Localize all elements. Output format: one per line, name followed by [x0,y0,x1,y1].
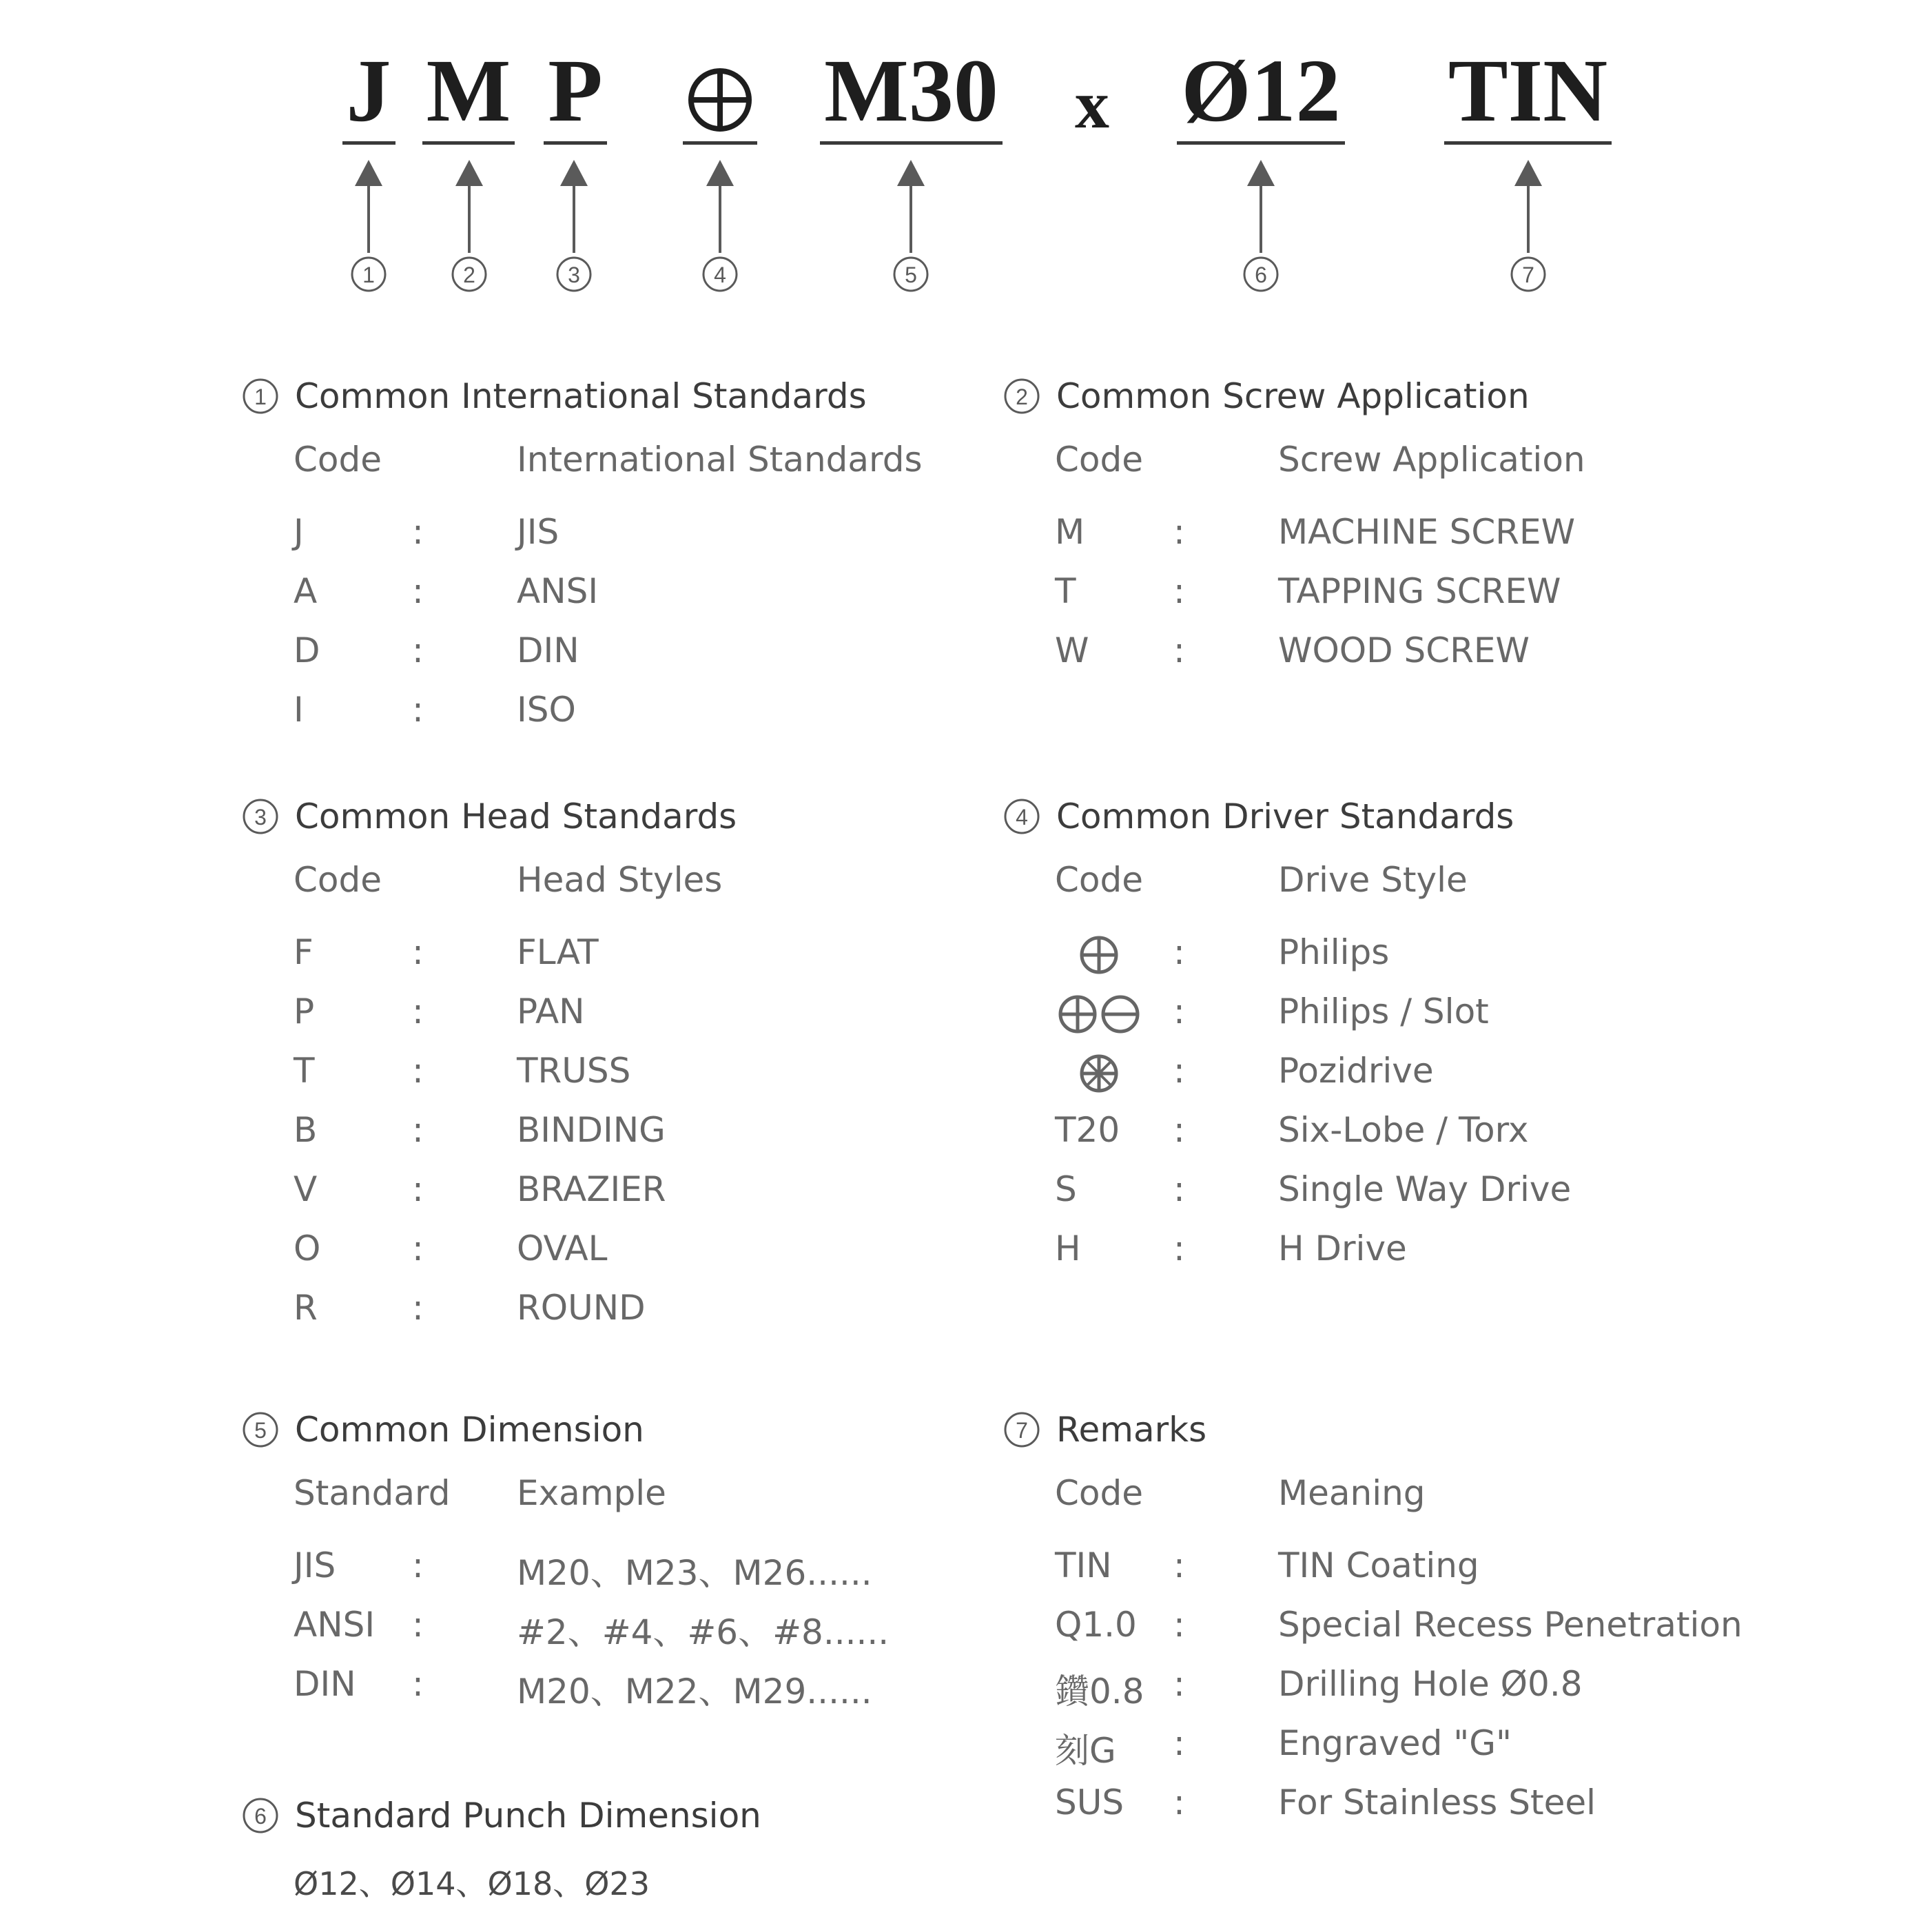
arrow-up-icon [1508,160,1549,253]
column-header-code: Code [294,860,382,900]
column-header-value: Head Styles [517,860,723,900]
svg-text:1: 1 [362,263,375,287]
marker-3 [555,255,593,294]
section-number-badge [1003,377,1041,415]
philips-slot-icon [1054,994,1144,1035]
table-row: SUS : For Stainless Steel [1055,1782,1596,1822]
svg-text:4: 4 [714,263,726,287]
table-row: JIS : M20、M23、M26...... [294,1545,872,1593]
section-heading [241,372,999,420]
table-header [241,860,999,932]
section-title: Common Head Standards [295,797,737,836]
code-part-driver [682,41,758,145]
section-common-dimension [241,1406,999,1723]
section-title: Remarks [1056,1410,1207,1450]
section-driver-standards [1003,792,1760,1288]
svg-text:7: 7 [1522,263,1534,287]
table-row: T : TRUSS [294,1051,631,1091]
marker-1 [349,255,388,294]
table-header [1003,860,1760,932]
table-row: : Philips / Slot [1003,991,1760,1051]
code-part-dimension: M30 [823,41,999,145]
table-row: TIN : TIN Coating [1055,1545,1479,1585]
table-header [241,1473,999,1545]
table-row: O : OVAL [294,1229,608,1268]
code-part-standard: J [338,41,400,145]
code-table [241,860,999,1347]
table-row: T20 : Six-Lobe / Torx [1055,1110,1529,1150]
code-table [1003,1473,1760,1842]
table-row: 刻G : Engraved "G" [1055,1723,1512,1771]
column-header-code: Code [1055,860,1144,900]
table-row: A : ANSI [294,571,599,611]
philips-icon [1078,934,1120,976]
section-title: Common Screw Application [1056,376,1530,416]
table-row: T : TAPPING SCREW [1055,571,1561,611]
code-part-separator: x [1075,66,1109,143]
punch-dimension-list: Ø12、Ø14、Ø18、Ø23 [294,1865,650,1902]
section-number-badge [1003,797,1041,836]
svg-text:7: 7 [1016,1418,1028,1443]
table-row: D : DIN [294,630,579,670]
table-row: DIN : M20、M22、M29...... [294,1664,872,1712]
arrow-up-icon [699,160,741,253]
svg-text:1: 1 [254,384,267,409]
svg-text:2: 2 [463,263,475,287]
marker-2 [450,255,489,294]
section-number-badge [241,377,280,415]
code-table [241,440,999,749]
section-heading [241,1791,999,1840]
table-row: W : WOOD SCREW [1055,630,1530,670]
table-row: P : PAN [294,991,585,1031]
code-part-punch: Ø12 [1185,41,1337,145]
table-row: V : BRAZIER [294,1169,666,1209]
column-header-code: Code [1055,440,1144,480]
marker-4 [701,255,739,294]
svg-text:3: 3 [254,805,267,830]
column-header-code: Standard [294,1473,451,1513]
column-header-value: Screw Application [1278,440,1585,480]
table-header [241,440,999,512]
marker-5 [892,255,930,294]
svg-text:2: 2 [1016,384,1028,409]
table-row: H : H Drive [1055,1229,1407,1268]
table-header [1003,1473,1760,1545]
section-title: Common Dimension [295,1410,644,1450]
table-row: 鑽0.8 : Drilling Hole Ø0.8 [1055,1664,1583,1712]
table-row: : Pozidrive [1003,1051,1760,1110]
section-remarks [1003,1406,1760,1842]
section-heading [241,1406,999,1454]
table-row: B : BINDING [294,1110,666,1150]
table-row: J : JIS [294,512,559,552]
section-number-badge [1003,1410,1041,1449]
section-international-standards [241,372,999,749]
section-heading [1003,372,1760,420]
table-row: S : Single Way Drive [1055,1169,1572,1209]
section-heading [1003,792,1760,841]
code-part-remark: TIN [1447,41,1609,145]
section-head-standards [241,792,999,1347]
table-row: R : ROUND [294,1288,646,1328]
column-header-code: Code [294,440,382,480]
table-row: I : ISO [294,690,576,730]
table-header [1003,440,1760,512]
code-part-head: P [544,41,606,145]
arrow-up-icon [1240,160,1282,253]
section-title: Common Driver Standards [1056,797,1514,836]
svg-text:5: 5 [905,263,917,287]
arrow-up-icon [449,160,490,253]
column-header-value: Example [517,1473,666,1513]
table-row: ANSI : #2、#4、#6、#8...... [294,1605,890,1652]
pozidrive-icon [1078,1053,1120,1094]
marker-6 [1242,255,1280,294]
section-title: Common International Standards [295,376,867,416]
table-row: : Philips [1003,932,1760,991]
arrow-up-icon [890,160,932,253]
code-part-application: M [426,41,511,145]
column-header-value: International Standards [517,440,923,480]
arrow-up-icon [553,160,595,253]
philips-cross-icon [687,67,753,133]
column-header-code: Code [1055,1473,1144,1513]
section-number-badge [241,1410,280,1449]
table-row: M : MACHINE SCREW [1055,512,1576,552]
svg-text:4: 4 [1016,805,1028,830]
marker-7 [1509,255,1548,294]
svg-text:3: 3 [568,263,580,287]
table-row: Q1.0 : Special Recess Penetration [1055,1605,1743,1645]
section-punch-dimension [241,1791,999,1922]
table-row: F : FLAT [294,932,599,972]
section-heading [241,792,999,841]
arrow-up-icon [348,160,389,253]
code-table [1003,440,1760,690]
column-header-value: Meaning [1278,1473,1426,1513]
svg-text:6: 6 [1255,263,1267,287]
code-table [1003,860,1760,1288]
section-title: Standard Punch Dimension [295,1796,761,1836]
section-number-badge [241,797,280,836]
code-table [241,1473,999,1723]
section-screw-application [1003,372,1760,690]
column-header-value: Drive Style [1278,860,1468,900]
svg-text:5: 5 [254,1418,267,1443]
section-number-badge [241,1796,280,1835]
svg-text:6: 6 [254,1804,267,1829]
section-heading [1003,1406,1760,1454]
